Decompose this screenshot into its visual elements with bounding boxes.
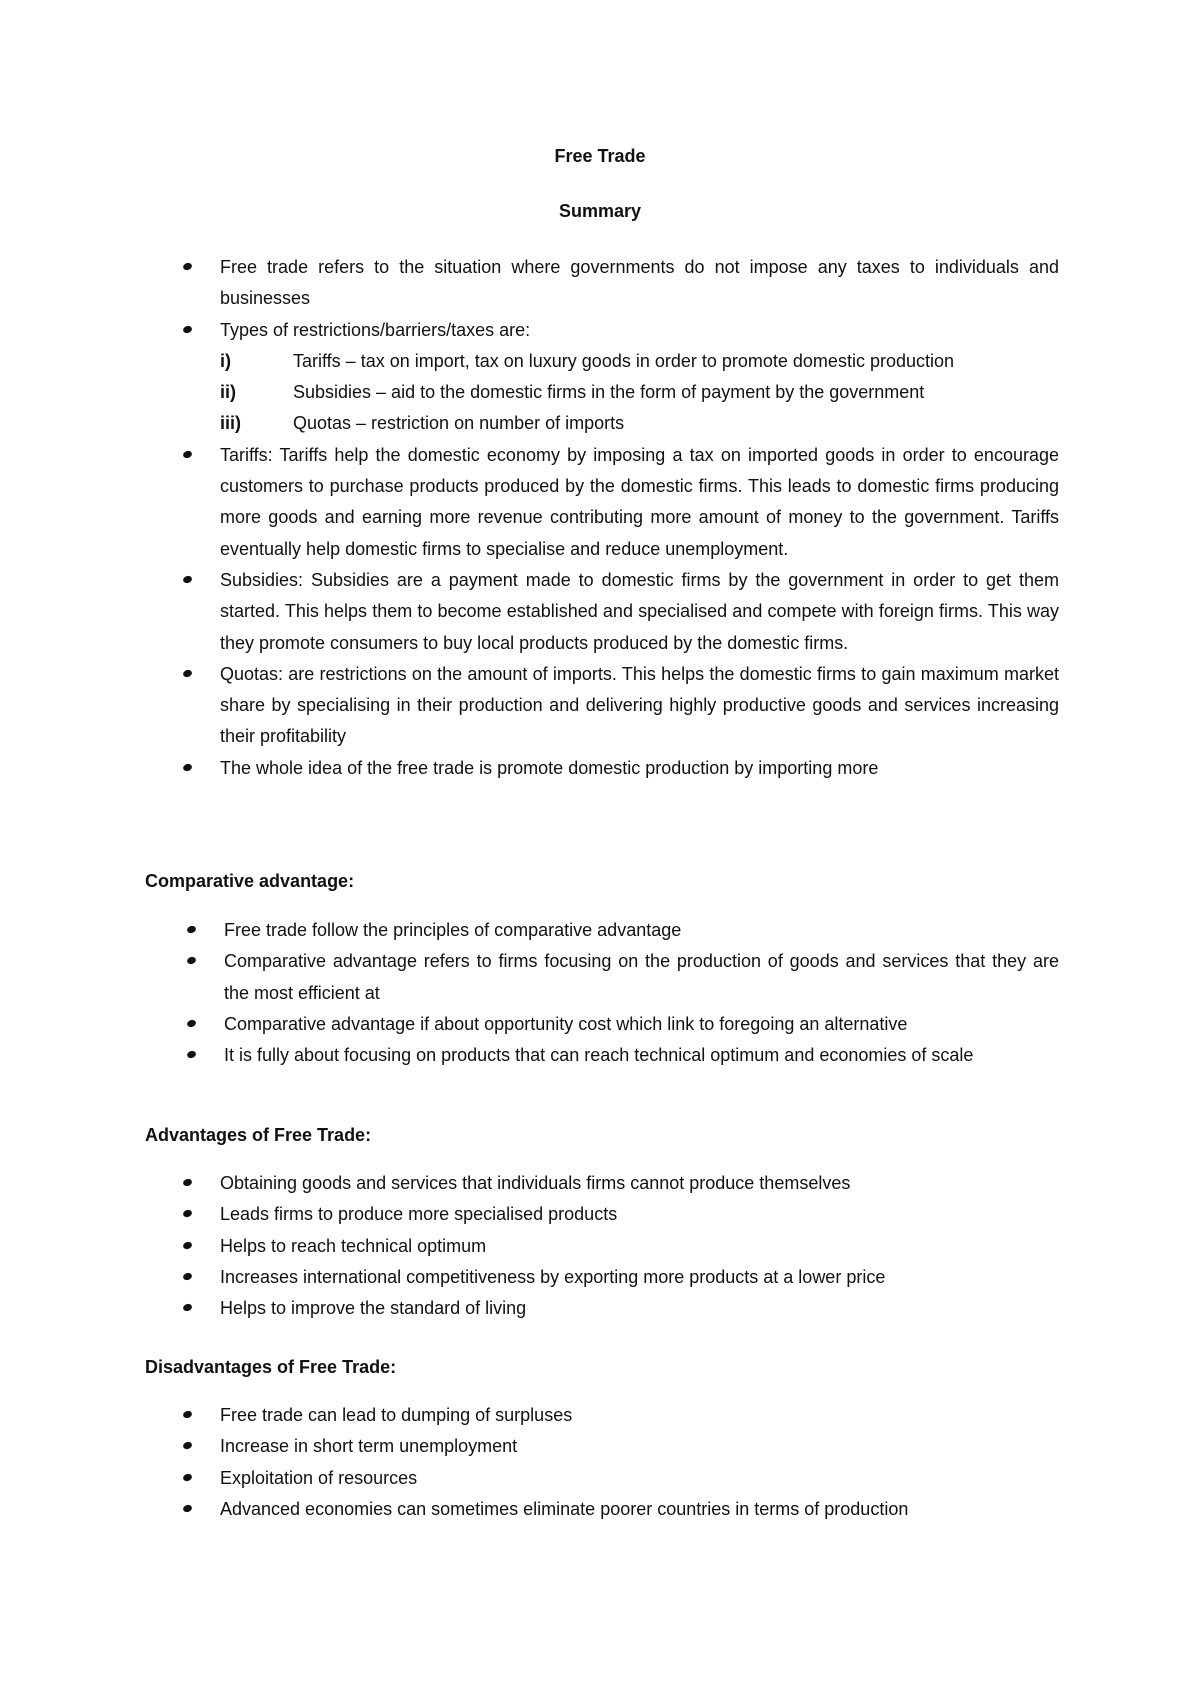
- section-heading-comparative: Comparative advantage:: [145, 871, 355, 891]
- summary-list: [183, 252, 1059, 784]
- list-item: [183, 1431, 1059, 1462]
- list-item-text: Free trade can lead to dumping of surpluses: [220, 1405, 573, 1425]
- list-item-text: It is fully about focusing on products that can reach technical optimum and economies of scale: [224, 1045, 974, 1066]
- list-item: [183, 1231, 1059, 1262]
- bullet-icon: [182, 1504, 193, 1514]
- list-item-text: Advanced economies can sometimes eliminate poorer countries in terms of production: [220, 1498, 909, 1519]
- list-item: [183, 1463, 1059, 1494]
- bullet-icon: [182, 1272, 193, 1282]
- bullet-icon: [186, 1050, 197, 1060]
- bullet-icon: [182, 262, 193, 272]
- disadvantages-list: [183, 1400, 1059, 1525]
- bullet-icon: [182, 1441, 193, 1451]
- list-item-text: Types of restrictions/barriers/taxes are:: [220, 319, 531, 340]
- sub-item-number: ii): [220, 382, 236, 403]
- list-item-text: Increase in short term unemployment: [220, 1436, 518, 1457]
- list-item: [183, 252, 1059, 315]
- list-item: [183, 315, 1059, 440]
- list-item-text: Exploitation of resources: [220, 1467, 418, 1488]
- bullet-icon: [186, 925, 197, 935]
- list-item-text: Comparative advantage if about opportunity cost which link to foregoing an alternative: [224, 1013, 908, 1034]
- sub-item-text: Tariffs – tax on import, tax on luxury goods in order to promote domestic production: [293, 350, 954, 371]
- bullet-icon: [182, 324, 193, 334]
- list-item-text: Helps to reach technical optimum: [220, 1235, 487, 1256]
- bullet-icon: [186, 956, 197, 966]
- bullet-icon: [182, 449, 193, 459]
- section-heading-disadvantages: Disadvantages of Free Trade:: [145, 1357, 397, 1377]
- bullet-icon: [182, 575, 193, 585]
- list-item-text: Increases international competitiveness by exporting more products at a lower price: [220, 1266, 886, 1287]
- list-item: [187, 915, 1059, 946]
- list-item-text: The whole idea of the free trade is promote domestic production by importing more: [220, 757, 879, 778]
- bullet-icon: [182, 669, 193, 679]
- list-item: [187, 1040, 1059, 1071]
- sub-list-item: [220, 346, 1059, 377]
- sub-item-text: Quotas – restriction on number of imports: [293, 413, 625, 434]
- sub-list-item: [220, 377, 1059, 408]
- sub-list-item: [220, 408, 1059, 439]
- bullet-icon: [182, 1178, 193, 1188]
- list-item-text: Tariffs: Tariffs help the domestic economy by imposing a tax on imported goods in order to encourage customers to purchase products produced by the domestic firms. This leads to domestic firms producing more goods and earning more revenue contributing more amount of money to the government. Tariffs eventually help domestic firms to specialise and reduce unemployment.: [220, 444, 1059, 559]
- comparative-list: [187, 915, 1059, 1071]
- bullet-icon: [182, 1472, 193, 1482]
- list-item: [187, 1009, 1059, 1040]
- sub-item-number: iii): [220, 413, 241, 434]
- advantages-list: [183, 1168, 1059, 1324]
- document-subtitle: Summary: [558, 201, 642, 221]
- list-item-text: Quotas: are restrictions on the amount of imports. This helps the domestic firms to gain maximum market share by specialising in their production and delivering highly productive goods and services increasing their profitability: [220, 663, 1059, 747]
- sub-item-number: i): [220, 350, 231, 371]
- list-item: [183, 659, 1059, 753]
- list-item: [183, 440, 1059, 565]
- sub-item-text: Subsidies – aid to the domestic firms in the form of payment by the government: [293, 382, 925, 403]
- bullet-icon: [182, 1209, 193, 1219]
- section-heading-advantages: Advantages of Free Trade:: [145, 1125, 372, 1145]
- list-item: [183, 1199, 1059, 1230]
- list-item: [183, 1293, 1059, 1324]
- list-item-text: Free trade refers to the situation where governments do not impose any taxes to individuals and businesses: [220, 257, 1059, 309]
- list-item: [183, 1262, 1059, 1293]
- list-item: [187, 946, 1059, 1009]
- bullet-icon: [182, 762, 193, 772]
- bullet-icon: [182, 1410, 193, 1420]
- bullet-icon: [182, 1240, 193, 1250]
- list-item: [183, 1400, 1059, 1431]
- list-item-text: Obtaining goods and services that individuals firms cannot produce themselves: [220, 1173, 851, 1193]
- list-item: [183, 565, 1059, 659]
- list-item: [183, 1494, 1059, 1525]
- list-item-text: Helps to improve the standard of living: [220, 1298, 527, 1319]
- list-item-text: Free trade follow the principles of comparative advantage: [224, 920, 682, 940]
- list-item-text: Subsidies: Subsidies are a payment made to domestic firms by the government in order to get them started. This helps them to become established and specialised and compete with foreign firms. This way they promote consumers to buy local products produced by the domestic firms.: [220, 569, 1059, 653]
- bullet-icon: [186, 1019, 197, 1029]
- document-title: Free Trade: [554, 146, 646, 166]
- list-item-text: Leads firms to produce more specialised products: [220, 1204, 618, 1225]
- list-item-text: Comparative advantage refers to firms focusing on the production of goods and services that they are the most efficient at: [224, 951, 1059, 1003]
- bullet-icon: [182, 1303, 193, 1313]
- list-item: [183, 1168, 1059, 1199]
- list-item: [183, 753, 1059, 784]
